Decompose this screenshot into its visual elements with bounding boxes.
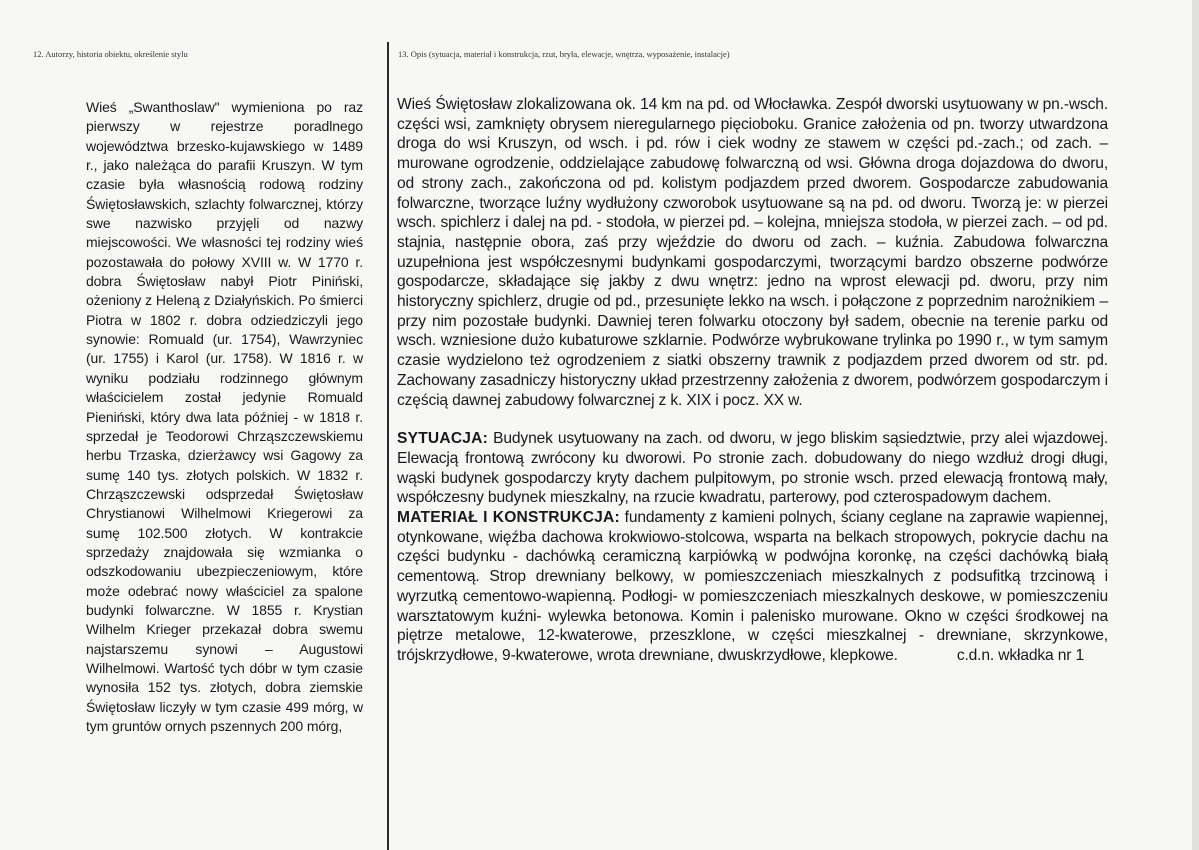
sytuacja-heading: SYTUACJA:	[397, 430, 489, 448]
section-12-header: 12. Autorzy, historia obiektu, określenie stylu	[33, 49, 188, 59]
material-paragraph	[397, 508, 1108, 666]
material-heading: MATERIAŁ I KONSTRUKCJA:	[397, 509, 620, 527]
sytuacja-text: Budynek usytuowany na zach. od dworu, w jego bliskim sąsiedztwie, przy alei wjazdowej. Elewacją frontową zwrócony ku dworowi. Po stronie zach. dobudowany do niego wzdłuż drogi długi, wąski budynek gospodarczy kryty dachem pulpitowym, po stronie wsch. przed elewacją frontową mały, współczesny budynek mieszkalny, na rzucie kwadratu, parterowy, pod czterospadowym dachem.	[397, 430, 1109, 507]
material-text: fundamenty z kamieni polnych, ściany ceglane na zaprawie wapiennej, otynkowane, więźba dachowa krokwiowo-stolcowa, wsparta na belkach stropowych, pokrycie dachu na części budynku - dachówką ceramiczną karpiówką w podwójna koronkę, na części dachówką białą cementową. Strop drewniany belkowy, w pomieszczeniach mieszkalnych z podsufitką trzcinową i wyrzutką cementowo-wapienną. Podłogi- w pomieszczeniach mieszkalnych deskowe, w pomieszczeniu warsztatowym kuźni- wylewka betonowa. Komin i palenisko murowane. Okno w części środkowej na piętrze metalowe, 12-kwaterowe, przeszklone, w części mieszkalnej - drewniane, skrzynkowe, trójskrzydłowe, 9-kwaterowe, wrota drewniane, dwuskrzydłowe, klepkowe.	[397, 509, 1109, 664]
page-edge	[1192, 0, 1199, 850]
sytuacja-paragraph	[397, 429, 1108, 508]
continuation-note: c.d.n. wkładka nr 1	[956, 646, 1084, 664]
description-column	[397, 95, 1108, 666]
location-paragraph: Wieś Świętosław zlokalizowana ok. 14 km na pd. od Włocławka. Zespół dworski usytuowany w pn.-wsch. części wsi, zamknięty obrysem nieregularnego pięcioboku. Granice założenia od pn. tworzy utwardzona droga do wsi Kruszyn, od wsch. i pd. rów i ciek wodny ze stawem w części pd.-zach.; od zach. – murowane ogrodzenie, oddzielające zabudowę folwarczną od wsi. Główna droga dojazdowa do dworu, od strony zach., zakończona od pd. kolistym podjazdem przed dworem. Gospodarcze zabudowania folwarczne, tworzące luźny wydłużony czworobok usytuowane są na pd. od dworu. Tworzą je: w pierzei wsch. spichlerz i dalej na pd. - stodoła, w pierzei pd. – kolejna, mniejsza stodoła, w pierzei zach. – od pd. stajnia, następnie obora, zaś przy wjeździe do dworu od zach. – kuźnia. Zabudowa folwarczna uzupełniona jest współczesnymi budynkami gospodarczymi, tworzącymi bardzo obszerne podwórze gospodarcze, składające się jakby z dwu wnętrz: jedno na wprost elewacji pd. dworu, przy nim historyczny spichlerz, drugie od pd., przesunięte lekko na wsch. i połączone z poprzednim narożnikiem – przy nim pozostałe budynki. Dawniej teren folwarku otoczony był sadem, obecnie na terenie parku od wsch. wzniesione dużo kubaturowe szklarnie. Podwórze wybrukowane trylinka po 1990 r., w tym samym czasie wydzielono też ogrodzeniem z siatki obszerny trawnik z podjazdem przed dworem od str. pd. Zachowany zasadniczy historyczny układ przestrzenny założenia z dworem, podwórzem gospodarczym i częścią dawnej zabudowy folwarcznej z k. XIX i pocz. XX w.	[397, 96, 1108, 409]
paragraph-gap	[397, 410, 1108, 429]
column-divider	[387, 42, 389, 850]
history-text: Wieś „Swanthoslaw" wymieniona po raz pierwszy w rejestrze poradlnego województwa brzesko-kujawskiego w 1489 r., jako należąca do parafii Kruszyn. W tym czasie była własnością rodową rodziny Świętosławskich, szlachty folwarcznej, którzy swe nazwisko przyjęli od nazwy miejscowości. We własności tej rodziny wieś pozostawała do połowy XVIII w. W 1770 r. dobra Świętosław nabył Piotr Piniński, ożeniony z Heleną z Działyńskich. Po śmierci Piotra w 1802 r. dobra odziedziczyli jego synowie: Romuald (ur. 1754), Wawrzyniec (ur. 1755) i Karol (ur. 1758). W 1816 r. w wyniku podziału rodzinnego głównym właścicielem został jedynie Romuald Pieniński, który dwa lata później - w 1818 r. sprzedał je Teodorowi Chrząszczewskiemu herbu Trzaska, dzierżawcy wsi Gagowy za sumę 140 tys. złotych polskich. W 1832 r. Chrząszczewski odsprzedał Świętosław Chrystianowi Wilhelmowi Kriegerowi za sumę 102.500 złotych. W kontrakcie sprzedaży znajdowała się wzmianka o odszkodowaniu ubezpieczeniowym, które może odebrać nowy właściciel za spalone budynki folwarczne. W 1855 r. Krystian Wilhelm Krieger przekazał dobra swemu najstarszemu synowi – Augustowi Wilhelmowi. Wartość tych dóbr w tym czasie wynosiła 152 tys. złotych, dobra ziemskie Świętosław liczyły w tym czasie 499 mórg, w tym gruntów ornych pszennych 200 mórg,	[86, 99, 363, 734]
section-13-header: 13. Opis (sytuacja, materiał i konstrukcja, rzut, bryła, elewacje, wnętrza, wyposażenie, instalacje)	[398, 49, 730, 59]
